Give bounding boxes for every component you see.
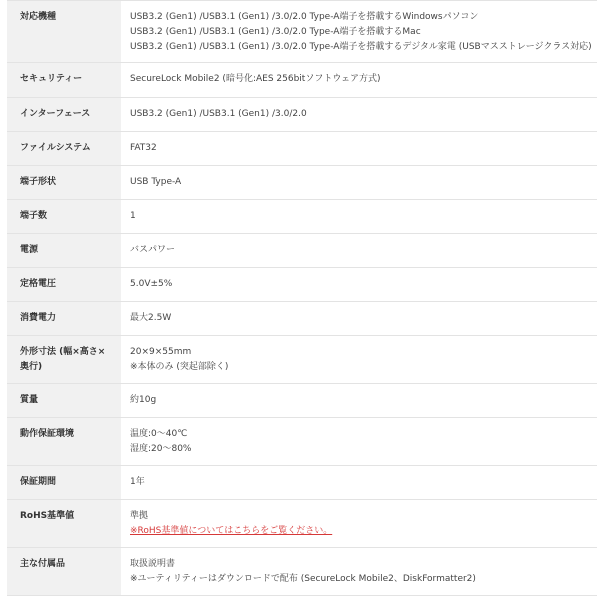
spec-value	[121, 418, 597, 466]
spec-label-text: ファイルシステム	[20, 143, 91, 153]
spec-value-line: 20×9×55mm	[130, 347, 192, 357]
spec-value	[121, 234, 597, 268]
spec-label	[7, 336, 121, 384]
spec-label-text: セキュリティー	[20, 74, 83, 84]
spec-label	[7, 132, 121, 166]
spec-row-security	[7, 63, 597, 98]
spec-row-filesystem	[7, 132, 597, 166]
spec-value	[121, 548, 597, 596]
spec-value	[121, 268, 597, 302]
spec-row-rated-voltage	[7, 268, 597, 302]
spec-value-line: USB3.2 (Gen1) /USB3.1 (Gen1) /3.0/2.0 Type-A端子を搭載するMac	[130, 27, 421, 37]
spec-row-interface	[7, 98, 597, 132]
spec-row-accessories	[7, 548, 597, 596]
spec-value-line: 1	[130, 211, 136, 221]
spec-row-connector-count	[7, 200, 597, 234]
spec-label-text: 端子形状	[20, 177, 57, 187]
spec-value-line: USB3.2 (Gen1) /USB3.1 (Gen1) /3.0/2.0	[130, 109, 307, 119]
spec-value	[121, 200, 597, 234]
spec-row-compatible-models	[7, 1, 597, 63]
spec-label-text: RoHS基準値	[20, 511, 75, 521]
spec-label-text: 電源	[20, 245, 39, 255]
spec-value-line: 最大2.5W	[130, 313, 172, 323]
spec-value-line: ※本体のみ (突起部除く)	[130, 362, 229, 372]
spec-label-text: 外形寸法 (幅×高さ×奥行)	[20, 347, 106, 372]
spec-label-text: 動作保証環境	[20, 429, 75, 439]
spec-row-power	[7, 234, 597, 268]
spec-value-line: ※ユーティリティーはダウンロードで配布 (SecureLock Mobile2、DiskFormatter2)	[130, 574, 476, 584]
spec-row-dimensions	[7, 336, 597, 384]
spec-label	[7, 268, 121, 302]
spec-row-weight	[7, 384, 597, 418]
spec-value-line: USB Type-A	[130, 177, 182, 187]
spec-value-line: USB3.2 (Gen1) /USB3.1 (Gen1) /3.0/2.0 Type-A端子を搭載するWindowsパソコン	[130, 12, 479, 22]
spec-label-text: 対応機種	[20, 12, 57, 22]
spec-value	[121, 98, 597, 132]
spec-row-rohs	[7, 500, 597, 548]
spec-value-line: 取扱説明書	[130, 559, 176, 569]
spec-row-operating-environment	[7, 418, 597, 466]
spec-value	[121, 132, 597, 166]
spec-label-text: 定格電圧	[20, 279, 57, 289]
spec-label	[7, 418, 121, 466]
spec-label-text: 消費電力	[20, 313, 57, 323]
spec-row-warranty	[7, 466, 597, 500]
spec-value-line: SecureLock Mobile2 (暗号化:AES 256bitソフトウェア方式)	[130, 74, 381, 84]
spec-label	[7, 500, 121, 548]
spec-value-line: 湿度:20～80%	[130, 444, 192, 454]
spec-label-text: 質量	[20, 395, 39, 405]
spec-label	[7, 548, 121, 596]
spec-value-line: 約10g	[130, 395, 157, 405]
spec-row-power-consumption	[7, 302, 597, 336]
spec-value	[121, 384, 597, 418]
spec-value-line: 1年	[130, 477, 145, 487]
spec-label	[7, 302, 121, 336]
spec-value-line: 5.0V±5%	[130, 279, 173, 289]
spec-label	[7, 1, 121, 63]
spec-label	[7, 63, 121, 98]
spec-label	[7, 466, 121, 500]
spec-label	[7, 384, 121, 418]
spec-label	[7, 200, 121, 234]
spec-label-text: 端子数	[20, 211, 48, 221]
spec-value-line: 温度:0～40℃	[130, 429, 188, 439]
spec-row-connector-type	[7, 166, 597, 200]
spec-value	[121, 166, 597, 200]
spec-value-line: 準拠	[130, 511, 149, 521]
spec-value-line: USB3.2 (Gen1) /USB3.1 (Gen1) /3.0/2.0 Type-A端子を搭載するデジタル家電 (USBマスストレージクラス対応)	[130, 42, 592, 52]
spec-value	[121, 466, 597, 500]
spec-label	[7, 98, 121, 132]
spec-value	[121, 302, 597, 336]
spec-value	[121, 500, 597, 548]
spec-value-line: FAT32	[130, 143, 157, 153]
spec-value	[121, 336, 597, 384]
spec-table	[7, 0, 597, 596]
spec-label-text: インターフェース	[20, 109, 91, 119]
spec-label-text: 主な付属品	[20, 559, 66, 569]
spec-label	[7, 234, 121, 268]
spec-label-text: 保証期間	[20, 477, 57, 487]
spec-value	[121, 63, 597, 98]
spec-value	[121, 1, 597, 63]
spec-label	[7, 166, 121, 200]
spec-value-line: バスパワー	[130, 245, 176, 255]
rohs-info-link[interactable]: ※RoHS基準値についてはこちらをご覧ください。	[130, 526, 333, 536]
